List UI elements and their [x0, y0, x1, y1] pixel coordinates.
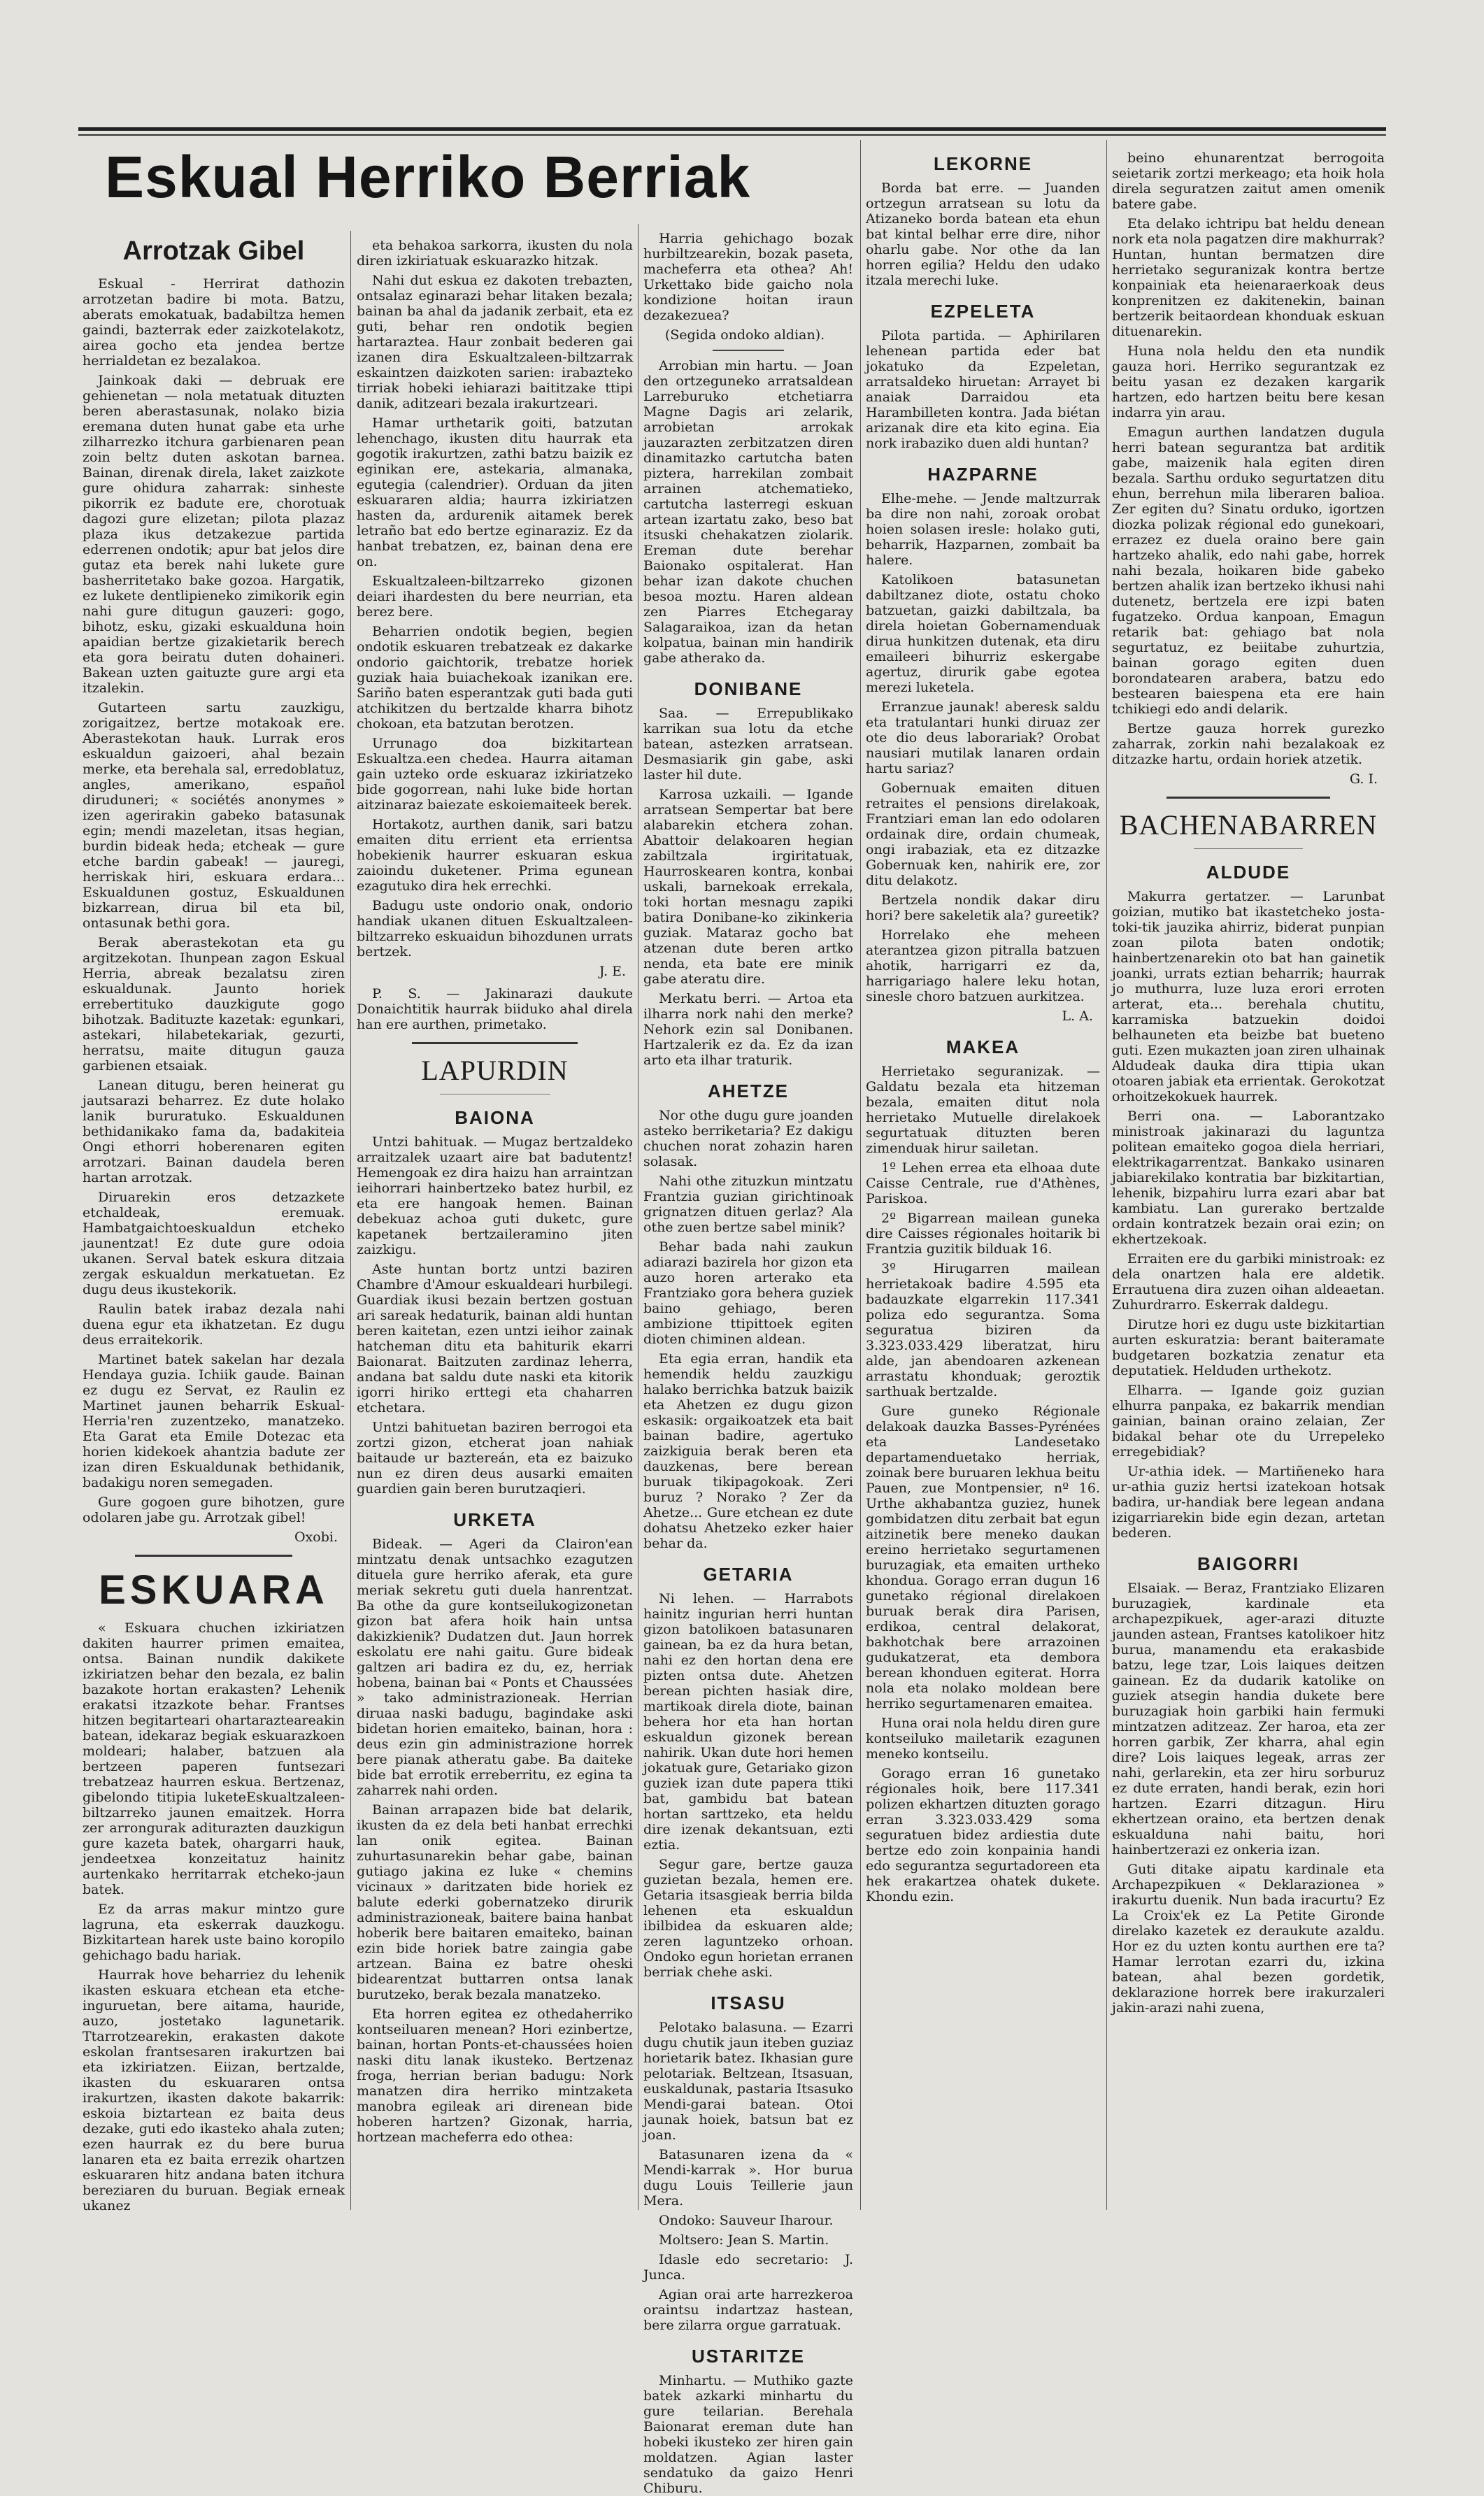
paragraph: Lanean ditugu, beren heinerat gu jautsarazi beharrez. Ez dute holako lanik bururatuko. Eskualdunen bethidanikako fama da, badakiteia Ongi ethorri hoberenaren egiten arrotzari. Bainan daudela beren hartan arrotzak. [83, 1078, 345, 1185]
article-body-urketa [357, 1536, 633, 2145]
paragraph: Bideak. — Ageri da Clairon'ean mintzatu denak untsachko ezagutzen dituela gure herriko aferak, eta gure meriak sekretu guti duela hanrentzat. Ba othe da gure kontseilukogizonetan gizon bat afera hoik hain untsa dakizkienik? Dudatzen dut. Jaun horrek eskolatu ere nahi gaitu. Gure bideak galtzen ari badira ez du, ez, herriak hobena, bainan bai « Ponts et Chaussées » tako administrazioneak. Herrian diruaa naski badugu, bagindake aski bidetan horien emaiteko, bainan, hora : deus ezin gin administrazione horrek bere pianak atheratu gabe. Ba daiteke bide bat errotik erreberritu, ez egina ta zaharrek nahi orden. [357, 1536, 633, 1798]
paragraph: Katolikoen batasunetan dabiltzanez diote, ostatu choko batzuetan, gaizki dabiltzala, ba direla hoietan Gobernamenduak dirua hunkitzen dutenak, eta diru emaileeri bihurriz eskergabe agertuz, dirurik gabe egotea merezi luketela. [866, 572, 1100, 695]
paragraph: Aste huntan bortz untzi baziren Chambre d'Amour eskualdeari hurbilegi. Guardiak ikusi bezain bertzen gostuan ari sareak hedaturik, bainan aldi huntan beren kaitetan, ezen untzi ieihor zainak hatcheman ditu eta bahiturik ekarri Baionarat. Baitzuten zardinaz leherra, andana bat saldu dute naski eta kitorik igorri hiriko erttegi eta chaharren etchetara. [357, 1262, 633, 1415]
article-signature: L. A. [1062, 1008, 1093, 1024]
region-title-lapurdin: LAPURDIN [421, 1055, 569, 1086]
paragraph: Eta egia erran, handik eta hemendik heldu zauzkigu halako berrichka batzuk baizik eta Ahetzen ez dugu gizon eskasik: orgaikoatzek eta bait bainan badire, agertuko zaizkiguia berak beren eta dauzkenas, bere berean buruak tikipagokoak. Zeri buruz ? Norako ? Zer da Ahetze... Gure etchean ez dute dohatsu Ahetzeko ezker haier behar da. [643, 1351, 853, 1551]
paragraph: Urrunago doa bizkitartean Eskualtza.een chedea. Haurra aitaman gain uzteko orde eskuaraz izkiriatzeko bide gogorrean, nahi luke bide hortan aitzinaraz baiezate eskoiemaiteek berek. [357, 736, 633, 813]
article-body-eskuara [83, 1620, 345, 2213]
paragraph: Elhe-mehe. — Jende maltzurrak ba dire non nahi, zoroak orobat hoien solasen iresle: holako guti, beharrik, Hazparnen, zombait ba halere. [866, 491, 1100, 568]
paragraph: Jainkoak daki — debruak ere gehienetan — nola metatuak dituzten beren aberastasunak, nolako bizia eremana duten hunat gabe eta urhe zilharrezko itchura garbienaren pean zoin beltz duten askotan barnea. Bainan, direnak direla, laket zaizkote gure ohidura zaharrak: sinheste pikorrik ez badute ere, chorotuak dagozi gure elizetan; pilota plazaz plaza ikus detzakezue partida ederrenen ondotik; apur bat jelos dire gutaz eta berek nahi lukete gure basherritetako bake gozoa. Hargatik, ez lukete dentlipieneko zimikorik egin nahi gure ditugun gauzeri: gogo, bihotz, esku, gizaki eskualduna hoin apaidian bertze gizakietarik berech eta gora beiratu duten dohaineri. Bakean uzten gaituzte gure argi eta itzalekin. [83, 373, 345, 696]
paragraph: Eskual - Herrirat dathozin arrotzetan badire bi mota. Batzu, aberats emokatuak, badabiltza hemen gaindi, bazterrak eder zaizkotelakotz, airea gocho eta jendea bertze herrialdetan ez bezalakoa. [83, 276, 345, 369]
paragraph: Nahi othe zituzkun mintzatu Frantzia guzian girichtinoak grignatzen dituen gerlaz? Ala othe zuen bertze sabel minik? [643, 1174, 853, 1235]
town-title-lekorne: LEKORNE [933, 153, 1033, 174]
article-body-hazparne [866, 491, 1100, 1004]
separator [1194, 848, 1303, 849]
article-body-lekorne [866, 180, 1100, 288]
paragraph: Emagun aurthen landatzen dugula herri batean segurantza bat arditik gabe, maizenik hala egiten diren bezala. Sarthu orduko segurtatzen ditu ehun, berrehun mila liberaren balioa. Zer egiten du? Sinatu orduko, igortzen diozka polizak régional edo gunekoari, errazez ez duela oraino bere gain hartzeko ahalik, edo nahi gabe, horrek nahi bezala, hoikaren bide gabeko bertzen ahalik izan bertzeko ikhusi nahi dutenetz, bertzela ere izpi baten fugatzeko. Ordua kanpoan, Emagun retarik bat: gehiago bat nola segurtatuz, ez beiitabe zuhurtzia, bainan gorago egiten duen borondatearen arabera, batzu edo bestearen baiespena eta ere hain tchikiegi edo andi delarik. [1112, 425, 1385, 717]
paragraph: Elharra. — Igande goiz guzian elhurra panpaka, ez bakarrik mendian gainian, bainan oraino zelaian, Zer bidakal behar ote du Urrepeleko erregebidiak? [1112, 1383, 1385, 1460]
paragraph: Borda bat erre. — Juanden ortzegun arratsean su lotu da Atizaneko borda batean eta ehun bat kintal belhar erre dire, nihor oharlu gabe. Nor othe da lan horren egilia? Heldu den udako itzala merechi luke. [866, 180, 1100, 288]
paragraph: Eskualtzaleen-biltzarreko gizonen deiari ihardesten du bere neurrian, eta berez bere. [357, 573, 633, 620]
article-body-donibane [643, 706, 853, 1068]
paragraph: Makurra gertatzer. — Larunbat goizian, mutiko bat ikastetcheko josta-toki-tik jauzika ahirriz, biderat punpian zoan pilota baten ondotik; hainbertzenarekin oto bat han gainetik joanki, urrats eztian beharrik; haurrak jo muthurra, luze luza erori erroten arterat, eta... berehala chutitu, karramiska batzuekin doidoi belhauneten eta beizbe bat bueteno guti. Ezen mukazten joan ziren ulhainak Aldudeak dauka dira ttipia ukan otoaren jabiak eta errientak. Gerokotzat orhoitzekokuek haurrek. [1112, 889, 1385, 1104]
article-signature: Oxobi. [294, 1529, 338, 1545]
paragraph: Bertze gauza horrek gurezko zaharrak, zorkin nahi bezalakoak ez ditzazke hartu, ordain horiek atzetik. [1112, 721, 1385, 767]
paragraph: 1º Lehen errea eta elhoaa dute Caisse Centrale, rue d'Athènes, Pariskoa. [866, 1160, 1100, 1206]
paragraph: Berri ona. — Laborantzako ministroak jakinarazi du laguntza politean emaiteko gogoa diela herriari, elektrikagarrentzat. Bankako usinaren jabiarekilako kontratia bar bizkitartian, lehenik, bizpahiru lurra ezari abar bat kambiatu. Lan gurerako bertzalde ordain kontratzek bezain orai ezin; on ekhertzekoak. [1112, 1108, 1385, 1247]
separator [135, 1555, 292, 1557]
continued-note: (Segida ondoko aldian). [664, 327, 825, 343]
town-title-ahetze: AHETZE [708, 1081, 789, 1101]
paragraph: Huna orai nola heldu diren gure kontseiluko mailetarik ezagunen meneko kontseilu. [866, 1716, 1100, 1762]
article-signature: G. I. [1349, 771, 1378, 787]
paragraph: 2º Bigarrean mailean guneka dire Caisses régionales hoitarik bi Frantzia guzitik bilduak 16. [866, 1211, 1100, 1257]
town-title-ustaritze: USTARITZE [692, 2346, 805, 2367]
paragraph: Horrelako ehe meheen aterantzea gizon pitralla batzuen ahotik, harrigarri ez da, harrigariago halere leku hotan, sinesle choro batzuen aurkitzea. [866, 927, 1100, 1004]
paragraph: Guti ditake aipatu kardinale eta Archapezpikuen « Deklarazionea » irakurtu duenik. Nun bada iracurtu? Ez La Croix'ek ez La Petite Gironde direlako kazetek ez deraukute azaldu. Hor ez du uzten kontu aurthen ere ta? Hamar lerrotan ezarri du, izkina batean, ahal bezen gordetik, deklarazione horrek bere irakurzaleri jakin-arazi nahi zuena, [1112, 1862, 1385, 2016]
paragraph: Merkatu berri. — Artoa eta ilharra nork nahi den merke? Nehork ezin sal Donibanen. Hartzalerik ez da. Ez da izan arto eta ilhar traturik. [643, 991, 853, 1068]
paragraph: Harria gehichago bozak hurbiltzearekin, bozak paseta, macheferra eta othea? Ah! Urkettako bide gaicho nola kondizione hoitan iraun dezakezuea? [643, 231, 853, 323]
town-title-aldude: ALDUDE [1206, 862, 1291, 883]
paragraph: Nahi dut eskua ez dakoten trebazten, ontsalaz eginarazi behar litaken bezala; bainan ba ahal da jadanik zerbait, eta ez guti, behar ren ondotik begien hartaraztea. Haur zonbait bederen gai izanen dira Eskualtzaleen-biltzarrak eskaintzen daizkoten sarien: irabazteko tirriak hobeki iehiarazi baititzake ttipi danik, aditzeari bezala irakurtzeari. [357, 273, 633, 411]
paragraph: Karrosa uzkaili. — Igande arratsean Sempertar bat bere alabarekin etchera zohan. Abattoir delakoaren hegian zabiltzala irgiritatuak, Haurroskearen kontra, konbai uskali, barnekoak errekala, toki hortan mesnagu zapiki batira Donibane-ko zikinkeria guziak. Mataraz gocho bat atzenan dute beren artko nenda, eta bate ere minik gabe ateratu dire. [643, 787, 853, 987]
paragraph: Erranzue jaunak! aberesk saldu eta tratulantari hunki diruaz zer ote dio deus laborariak? Orobat nausiari mutilak lanaren ordain hartu sariaz? [866, 699, 1100, 776]
town-title-ezpeleta: EZPELETA [930, 301, 1036, 322]
postscript: P. S. — Jakinarazi daukute Donaichtitik haurrak biiduko ahal direla han ere aurthen, primetako. [357, 986, 633, 1032]
paragraph: Ni lehen. — Harrabots hainitz ingurian herri huntan gizon batolikoen batasunaren gainean, ba ez da hura betan, nahi ez den hortan dena ere pizten ontsa dute. Ahetzen berean pichten hasiak dire, martikoak direla diote, bainan behera hor eta han hortan eskualdun gizonek berean nahirik. Ukan dute hori hemen jokatuak gure, Getariako gizon guziek izan dute papera ttiki bat, gambidu bat batean hortan sarttzeko, eta heldu dire izenak dekantsuan, ezti eztia. [643, 1591, 853, 1853]
town-title-getaria: GETARIA [703, 1564, 794, 1585]
separator [1166, 797, 1330, 799]
paragraph: Agian orai arte harrezkeroa oraintsu indartzaz hastean, bere zilarra orgue garratuak. [643, 2287, 853, 2333]
town-title-itsasu: ITSASU [711, 1992, 786, 2013]
paragraph: Elsaiak. — Beraz, Frantziako Elizaren buruzagiek, kardinale eta archapezpikuek, ager-arazi dituzte jaunden astean, Frantses katolikoer hitz burua, manamendu eta erakasbide batzu, lege tzar, Lois laiques deitzen gainean. Ez da dudarik katolike on guziek atsegin handia dukete bere buruzagiak hoin garbiki hain fermuki mintzatzen aditzeaz. Zer haroa, eta zer horren garbik, Zer kharra, ahal egin dire? Lois laiques legeak, arras zer nahi, gerlarekin, eta zer hiru sorburuz ez dute erraten, handi berak, ezin hori hartzen. Ezarri ditzagun. Hiru ekhertzean oraino, eta bertzen denak eskualduna nahi baitu, hori hainbertzerazi ez onkeria izan. [1112, 1581, 1385, 1857]
article-body-ustaritze [643, 2373, 853, 2496]
paragraph: Idasle edo secretario: J. Junca. [643, 2252, 853, 2283]
paragraph: Moltsero: Jean S. Martin. [659, 2232, 829, 2248]
town-title-makea: MAKEA [946, 1036, 1020, 1057]
article-body-itsasu [643, 2020, 853, 2143]
paragraph: Beharrien ondotik begien, begien ondotik eskuaren trebatzeak ez dakarke ondorio gaichtorik, trebatze horiek guziak haia buiachekoak izanikan ere. Sariño baten esperantzak guti bada guti atchikitzen du bertzalde kharra bihotz chokoan, eta batzutan berotzen. [357, 624, 633, 732]
paragraph: Minhartu. — Muthiko gazte batek azkarki minhartu du gure teilarian. Berehala Baionarat ereman dute han hobeki ikusteko zer hiren gain moldatzen. Agian laster sendatuko da gaizo Henri Chiburu. [643, 2373, 853, 2496]
paragraph: Diruarekin eros detzazkete etchaldeak, eremuak. Hambatgaichtoeskualdun etcheko jaunentzat! Ez dute gure odoia ukanen. Serval batek eskura ditzaia zergak eskualdun merkatuetan. Ez dugu deus ikustekorik. [83, 1190, 345, 1297]
article-body-baiona [357, 1134, 633, 1497]
paragraph: Raulin batek irabaz dezala nahi duena egur eta ikhatzetan. Ez dugu deus erraitekorik. [83, 1302, 345, 1348]
paragraph: Ez da arras makur mintzo gure lagruna, eta eskerrak dauzkogu. Bizkitartean harek uste baino koropilo gehichago badu hariak. [83, 1902, 345, 1963]
paragraph: Eta delako ichtripu bat heldu denean nork eta nola pagatzen dire makhurrak? Huntan, huntan bermatzen dire herrietako seguranizak kontra bertze konpainiak eta heienaraerkoak deus konprenitzen ez dakitenekin, bainan bertzerik beitaordean khonduak eskuan dituenarekin. [1112, 216, 1385, 339]
article-body-getaria [643, 1591, 853, 1980]
paragraph: Gure guneko Régionale delakoak dauzka Basses-Pyrénées eta Landesetako departamenduetako herriak, zoinak bere buruaren lekhua beitu Pauen, zue Montpensier, nº 16. Urthe akhabantza guziez, hunek gombidatzen ditu zerbait bat egun aitzinetik bere meneko daukan ereino herrietako segurtamenen buruzagiak, eta emaiten urtheko khondua. Gorago erran dugun 16 gunetako régional direlakoen buruak berak dira Parisen, erdikoa, central delakorat, bakhotchak bere arrazoinen gudukatzerat, eta dembora berean khonduen egiterat. Horra nola eta nolako moldean bere herriko segurtamenaren emaitea. [866, 1404, 1100, 1711]
separator [713, 350, 784, 351]
article-body-baigorri [1112, 1581, 1385, 2016]
article-body-itsasu-list [643, 2147, 853, 2333]
article-body-arrobian [643, 358, 853, 666]
paragraph: Haurrak hove beharriez du lehenik ikasten eskuara etchean eta etche-inguruetan, bere aitama, hauride, auzo, jostetako lagunetarik. Ttarrotzearekin, erakasten dakote eskolan frantsesaren irakurtzen bai eta izkiriatzen. Eiizan, bertzalde, ikasten du eskuararen ontsa irakurtzen, ikasten dakote bakarrik: eskoia biztartean ez baita deus dezake, guti edo ikasteko ahala zuten; ezen haurrak ez du bere burua lanaren eta ez baita errezik ohartzen eskuararen hitz andana baten itchura bereziaren du buruan. Begiak erneak ukanez [83, 1967, 345, 2213]
paragraph: Nor othe dugu gure joanden asteko berriketaria? Ez dakigu chuchen norat zohazin haren solasak. [643, 1108, 853, 1169]
paragraph: 3º Hirugarren mailean herrietakoak badire 4.595 eta badauzkate elgarrekin 117.341 poliza edo segurantza. Soma seguratua biziren da 3.323.033.429 liberatzat, hiru alde, jan abendoaren azkenean arrastatu khonduak; geroztik sarthuak bertzalde. [866, 1261, 1100, 1399]
article-body-makea-cont [1112, 150, 1385, 767]
paragraph: Gure gogoen gure bihotzen, gure odolaren jabe gu. Arrotzak gibel! [83, 1495, 345, 1525]
article-title-arrotzak-gibel: Arrotzak Gibel [122, 236, 305, 266]
town-title-baigorri: BAIGORRI [1197, 1553, 1299, 1574]
paragraph: Erraiten ere du garbiki ministroak: ez dela onartzen hala ere aldetik. Errautuena dira zuzen oihan aldeaetan. Zuhurdrarro. Eskerrak daldegu. [1112, 1251, 1385, 1313]
town-title-hazparne: HAZPARNE [927, 464, 1039, 485]
paragraph: Ondoko: Sauveur Iharour. [659, 2213, 834, 2228]
column-divider [1106, 140, 1107, 2210]
paragraph: Batasunaren izena da « Mendi-karrak ». Hor burua dugu Louis Teillerie jaun Mera. [643, 2147, 853, 2209]
paragraph: Gobernuak emaiten dituen retraites el pensions direlakoak, Frantziari eman lan edo odolaren ordainak dire, ordain chumeak, ongi irabaziak, eta ez ditzazke Gobernuak ken, nahirik ere, zor ditu delakotz. [866, 780, 1100, 888]
paragraph: Ur-athia idek. — Martiñeneko hara ur-athia guziz hertsi izatekoan hotsak badira, ur-handiak bere legean andana izigarriarekin bide egin dezan, artetan bederen. [1112, 1464, 1385, 1541]
section-title-eskuara: ESKUARA [99, 1567, 329, 1613]
paragraph: Gorago erran 16 gunetako régionales hoik, bere 117.341 polizen ekhartzen dituzten gorago erran 3.323.033.429 soma seguratuen bidez ardiestia dute bertze edo zoin konpainia handi edo segurantza segurtadoreen eta hek erakartzea ohatek dukete. Khondu ezin. [866, 1766, 1100, 1904]
town-title-urketa: URKETA [453, 1509, 536, 1530]
paragraph: Dirutze hori ez dugu uste bizkitartian aurten eskuratzia: berant baiteramate budgetaren bozkatzia zenatur eta deputatiek. Helduden urthekotz. [1112, 1317, 1385, 1378]
paragraph: Untzi bahituetan baziren berrogoi eta zortzi gizon, etcherat joan nahiak baitaude ur baztereán, eta ez baizuko nun ez diren deus ausarki emaiten guardien gain beren burutzaqieri. [357, 1420, 633, 1497]
column-divider [350, 231, 351, 2210]
article-signature: J. E. [599, 964, 626, 979]
masthead-top-rule-thin [78, 134, 1386, 136]
town-title-baiona: BAIONA [455, 1107, 535, 1128]
article-body-urketa-cont [643, 231, 853, 323]
paragraph: Segur gare, bertze gauza guzietan bezala, hemen ere. Getaria itsasgieak berria bilda lehenen eta eskualdun ibilbidea da eskuaren alde; zeren laguntzeko orhoan. Ondoko egun horietan erranen berriak chehe aski. [643, 1857, 853, 1980]
paragraph: Pilota partida. — Aphirilaren lehenean partida eder bat jokatuko da Ezpeletan, arratsaldeko hiruetan: Arrayet bi anaiak Darraidou eta Harambilleten kontra. Jada biétan arizanak dire eta kito egina. Eia nork irabaziko duen aldi huntan? [866, 328, 1100, 451]
paragraph: Hortakotz, aurthen danik, sari batzu emaiten ditu errient eta errientsa hobekienik haurrer eskuaran eskua zaioindu duketener. Prima egunean ezagutuko dira hek errechki. [357, 817, 633, 894]
paragraph: Badugu uste ondorio onak, ondorio handiak ukanen dituen Eskualtzaleen-biltzarreko eskuaidun bihozdunen urrats bertzek. [357, 898, 633, 960]
paragraph: Berak aberastekotan eta gu argitzekotan. Ihunpean zagon Eskual Herria, abreak bezalatsu ziren eskualdunak. Jaunto horiek errebertituko dauzkigute gogo bihotzak. Badituzte kazetak: egunkari, astekari, hilabetekariak, gezurti, herratsu, maite ditugun gauza garbienen etsaiak. [83, 935, 345, 1074]
region-title-bachenabarren: BACHENABARREN [1119, 809, 1378, 841]
column-2 [357, 238, 633, 2210]
masthead-title: Eskual Herriko Berriak [105, 144, 751, 210]
separator [412, 1042, 578, 1044]
paragraph: Martinet batek sakelan har dezala Hendaya guzia. Ichiik gaude. Bainan ez dugu ez Servat, ez Raulin ez Martinet jaunen beharrik Eskual-Herria'ren zuzentzeko, manatzeko. Eta Garat eta Emile Dotezac eta horien kidekoek ahantzia badute zer izan diren Eskualdunak bethidanik, badakigu noren semegaden. [83, 1352, 345, 1490]
column-divider [860, 140, 861, 2210]
paragraph: Herrietako seguranizak. — Galdatu bezala eta hitzeman bezala, emaiten ditut nola herrietako Mutuelle direlakoek segurtatuak dituzten beren zimenduak hirur sailetan. [866, 1064, 1100, 1156]
column-3 [643, 231, 853, 2496]
paragraph: Hamar urthetarik goiti, batzutan lehenchago, ikusten ditu haurrak eta gogotik irakurtzen, zathi batzu baizik ez eginikan ere, astekaria, almanaka, egutegia (calendrier). Orduan da jiten eskuararen aldia; haurra izkiriatzen hasten da, ardurenik aitamek berek letraño bat edo bertze eginaraziz. Ez da hanbat trebatzen, ez, bainan dena ere on. [357, 415, 633, 569]
paragraph: beino ehunarentzat berrogoita seietarik zortzi merkeago; eta hoik hola direla seguratzen zaitut amen omenik batere gabe. [1112, 150, 1385, 212]
paragraph: Gutarteen sartu zauzkigu, zorigaitzez, bertze motakoak ere. Aberastekotan hauk. Lurrak eros eskualdun gaizoeri, ahal bezain merke, eta berehala sal, erredoblatuz, angles, amerikano, español diruduneri; « sociétés anonymes » izen agerirakin gabeko batasunak egin; mendi mazeletan, itsas hegian, burdin bideak heda; etcheak — gure etche bardin gabeak! — jauregi, herriskak hiri, eskuara erdara... Eskualdunen gostuz, Eskualdunen bizkarrean, dirua bil eta bil, ontasunak bethi gora. [83, 700, 345, 931]
paragraph: Saa. — Errepublikako karrikan sua lotu da etche batean, astezken arratsean. Desmasiarik gin gabe, aski laster hil dute. [643, 706, 853, 783]
article-body-makea [866, 1064, 1100, 1904]
town-title-donibane: DONIBANE [694, 678, 803, 699]
article-body-arrotzak [83, 276, 345, 1525]
article-body-aldude-2 [1112, 1383, 1385, 1541]
masthead-top-rule [78, 127, 1386, 131]
paragraph: Bainan arrapazen bide bat delarik, ikusten da ez dela beti hanbat errechki lan onik egitea. Bainan zuhurtasunarekin behar gabe, bainan gutiago jakina ez luke « chemins vicinaux » daritzaten bide horiek ez balute ederki gobernatzeko dirurik administrazioneak, baitere baina hanbat hoberik bere baitaren emaiteko, bainan ezin bide horiek batre zaingia gabe artzean. Baina ez batre oheski bidearentzat buttarren ontsa lanak burutzeko, berak bezala manatzeko. [357, 1802, 633, 2002]
column-1 [83, 231, 345, 2213]
column-5 [1112, 150, 1385, 2210]
article-body-aldude [1112, 889, 1385, 1378]
paragraph: eta behakoa sarkorra, ikusten du nola diren izkiriatuak eskuarazko hitzak. [357, 238, 633, 269]
paragraph: Bertzela nondik dakar diru hori? bere sakeletik ala? gureetik? [866, 892, 1100, 923]
paragraph: Pelotako balasuna. — Ezarri dugu chutik jaun iteben guziaz horietarik batez. Ikhasian gure pelotariak. Beltzean, Itsasuan, euskaldunak, pastaria Itsasuko Mendi-garai batean. Otoi jaunak hoiek, batsun bat ez joan. [643, 2020, 853, 2143]
article-body-eskuara-cont [357, 238, 633, 960]
article-body-ahetze [643, 1108, 853, 1551]
paragraph: « Eskuara chuchen izkiriatzen dakiten haurrer primen emaitea, ontsa. Bainan nundik dakikete izkiriatzen behar den bezala, ez balin bazakote hortan erakasten? Lehenik erakatsi itzazkote behar. Frantses hitzen begitarteari ohartarazteareakin batean, idekaraz begiak eskuarazkoen moldeari; halaber, batzuen ala bertzeen paperen funtsezari trebatzeaz haurren eskua. Bertzenaz, gibelondo titipia luketeEskualtzaleen-biltzarreko jaunen emaitzek. Horra zer arrongurak aditurazten dauzkigun gure kazeta batek, ohargarri hauk, jendeetxea konzeitatuz hainitz aurtenkako herritarrak etcheko-jaun batek. [83, 1620, 345, 1897]
column-4 [866, 150, 1100, 2210]
paragraph: Eta horren egitea ez othedaherriko kontseiluaren menean? Hori ezinbertze, bainan, hortan Ponts-et-chaussées hoien naski ditu lanak ikusteko. Bertzenaz froga, herrian berian badugu: Nork manatzen dira herriko mintzaketa manobra egileak ari direnean bide hoberen hartzen? Gizonak, harria, hortzean macheferra edo othea: [357, 2006, 633, 2145]
article-body-ezpeleta [866, 328, 1100, 451]
paragraph: Arrobian min hartu. — Joan den ortzeguneko arratsaldean Larreburuko etchetiarra Magne Dagis ari zelarik, arrobietan arrokak jauzarazten zerbitzatzen diren dinamitazko cartutcha baten piztera, harrekilan zombait arrainen atchematieko, cartutcha lasterregi eskuan artean izartatu zako, beso bat itsuski chehakatzen ziolarik. Ereman dute berehar Baionako ospitalerat. Han behar izan dakote chuchen besoa moztu. Haren aldean zen Piarres Etchegaray Salagaraikoa, izan da hetan kolpatua, bainan min handirik gabe atherako da. [643, 358, 853, 666]
paragraph: Untzi bahituak. — Mugaz bertzaldeko arraitzalek uzaart aire bat badutentz! Hemengoak ez dira haizu han arraintzan ieihorrari hainbertzeko batez hurbil, ez eta ere hangoak hemen. Bainan debekuaz achoa guti duketc, gure kapetanek bertzaileramino jiten zaizkigu. [357, 1134, 633, 1257]
paragraph: Huna nola heldu den eta nundik gauza hori. Herriko segurantzak ez beitu yasan ez dezaken kargarik hartzen, edo hartzen beitu bere kesan indarra yin arau. [1112, 343, 1385, 420]
paragraph: Behar bada nahi zaukun adiarazi bazirela hor gizon eta auzo horen arterako eta Frantziako gora behera guziek baino gehiago, beren ambizione ttipittoek egiten dioten chiminen aldean. [643, 1239, 853, 1347]
